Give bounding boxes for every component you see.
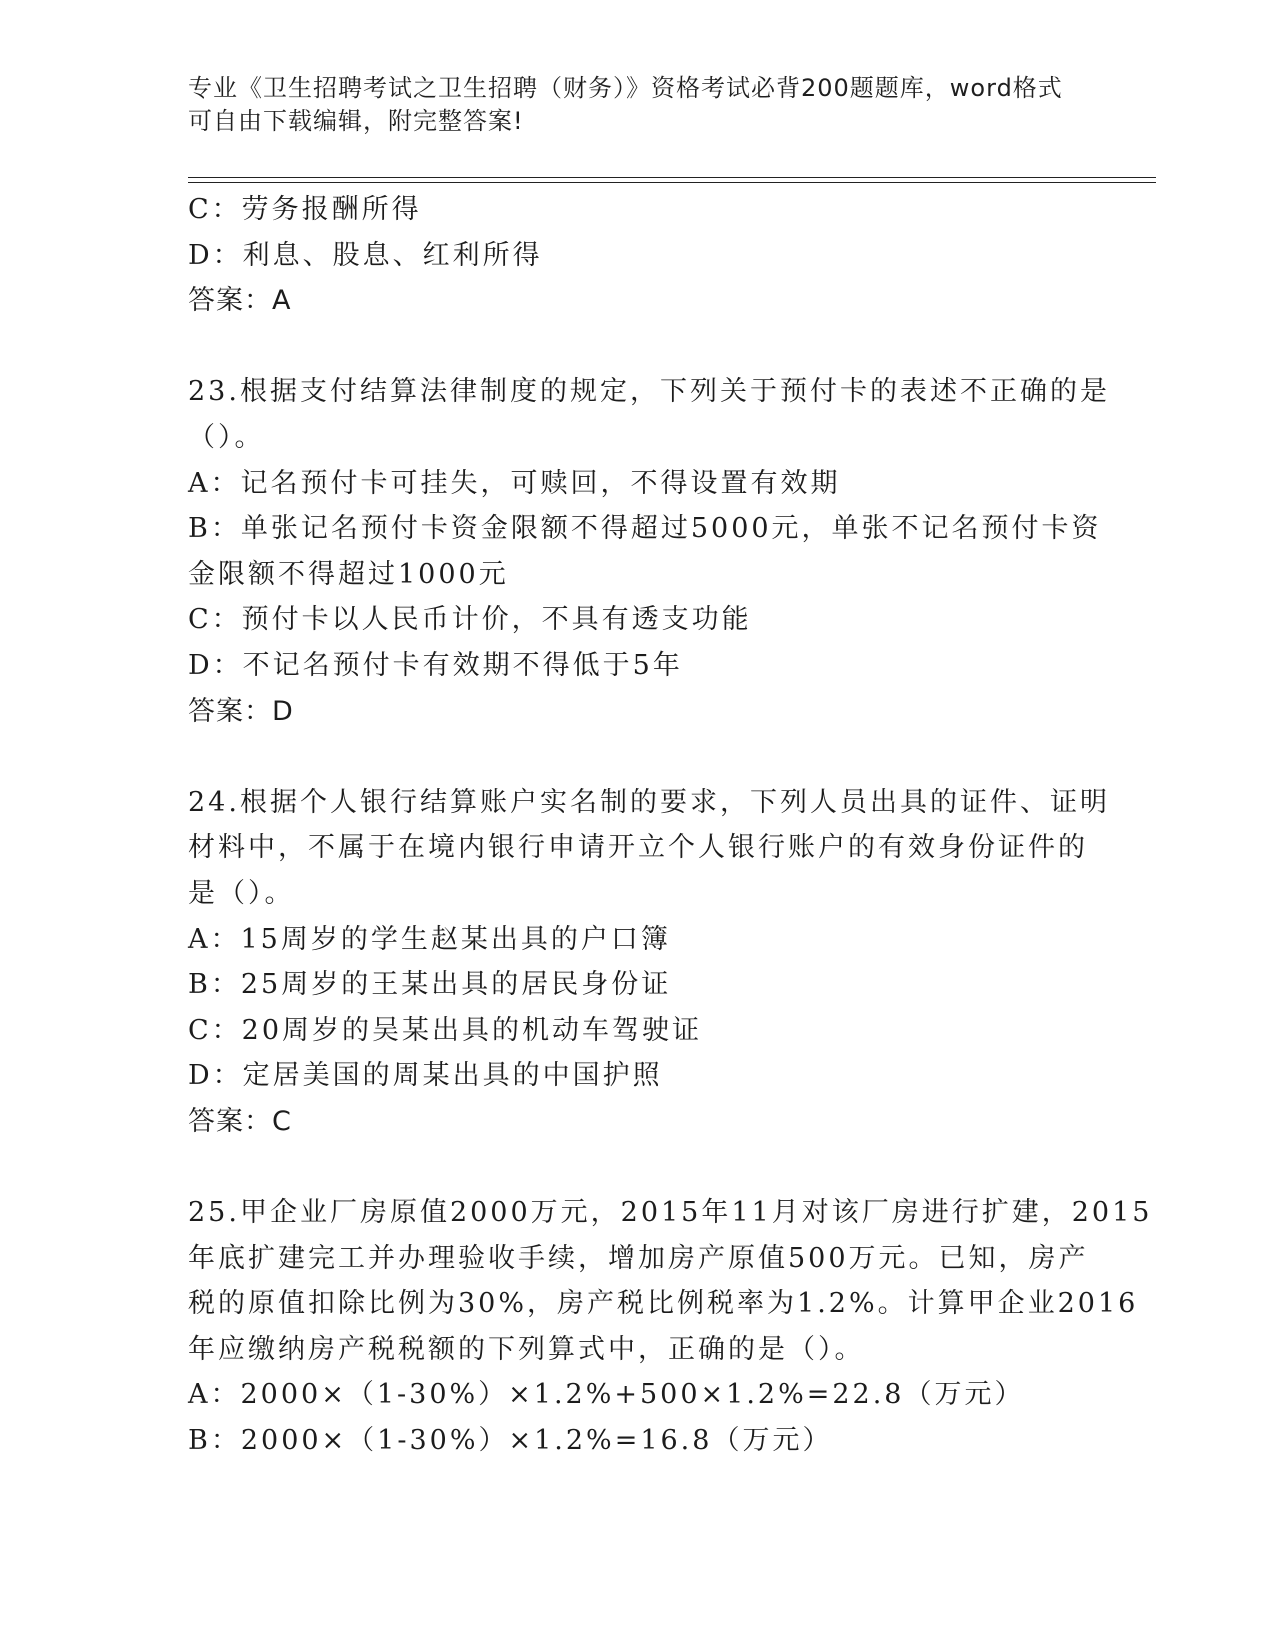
question-stem: 年应缴纳房产税税额的下列算式中，正确的是（）。 xyxy=(188,1333,865,1365)
answer-line: 答案：C xyxy=(188,1105,292,1137)
answer-line: 答案：A xyxy=(188,285,292,317)
question-24 xyxy=(188,780,1110,1145)
option-c: C：20周岁的吴某出具的机动车驾驶证 xyxy=(188,1014,703,1046)
option-b: B：2000×（1-30%）×1.2%=16.8（万元） xyxy=(188,1425,833,1457)
question-stem: 税的原值扣除比例为30%，房产税比例税率为1.2%。计算甲企业2016 xyxy=(188,1288,1139,1320)
header-rule-top xyxy=(188,177,1156,178)
spacer xyxy=(188,734,1088,780)
option-c: C：劳务报酬所得 xyxy=(188,194,422,225)
question-stem: 材料中，不属于在境内银行申请开立个人银行账户的有效身份证件的 xyxy=(188,832,1088,864)
question-stem: 25.甲企业厂房原值2000万元，2015年11月对该厂房进行扩建，2015 xyxy=(188,1197,1153,1229)
option-c: C：预付卡以人民币计价，不具有透支功能 xyxy=(188,604,752,636)
option-b-continued: 金限额不得超过1000元 xyxy=(188,558,509,590)
answer-line: 答案：D xyxy=(188,695,294,727)
document-header xyxy=(188,72,1088,138)
option-a: A：15周岁的学生赵某出具的户口簿 xyxy=(188,923,671,955)
option-b: B：25周岁的王某出具的居民身份证 xyxy=(188,969,672,1001)
header-rule-bottom xyxy=(188,182,1156,183)
header-line-1: 专业《卫生招聘考试之卫生招聘（财务）》资格考试必背200题题库，word格式 xyxy=(188,74,1063,102)
question-22-tail xyxy=(188,187,1088,324)
option-b: B：单张记名预付卡资金限额不得超过5000元，单张不记名预付卡资 xyxy=(188,513,1102,545)
spacer xyxy=(188,1144,1088,1190)
header-line-2: 可自由下载编辑，附完整答案! xyxy=(188,107,524,135)
question-stem: 年底扩建完工并办理验收手续，增加房产原值500万元。已知，房产 xyxy=(188,1242,1089,1274)
question-23 xyxy=(188,369,1110,734)
question-stem: 24.根据个人银行结算账户实名制的要求，下列人员出具的证件、证明 xyxy=(188,786,1110,818)
option-d: D：定居美国的周某出具的中国护照 xyxy=(188,1060,663,1092)
option-d: D：不记名预付卡有效期不得低于5年 xyxy=(188,649,683,681)
question-stem: 是（）。 xyxy=(188,877,295,909)
document-body xyxy=(188,187,1153,1464)
question-stem: 23.根据支付结算法律制度的规定，下列关于预付卡的表述不正确的是 xyxy=(188,376,1110,408)
option-a: A：记名预付卡可挂失，可赎回，不得设置有效期 xyxy=(188,467,841,499)
question-25 xyxy=(188,1190,1153,1464)
question-stem: （）。 xyxy=(188,421,265,453)
option-d: D：利息、股息、红利所得 xyxy=(188,239,543,271)
spacer xyxy=(188,324,1088,370)
option-a: A：2000×（1-30%）×1.2%+500×1.2%=22.8（万元） xyxy=(188,1379,1025,1411)
